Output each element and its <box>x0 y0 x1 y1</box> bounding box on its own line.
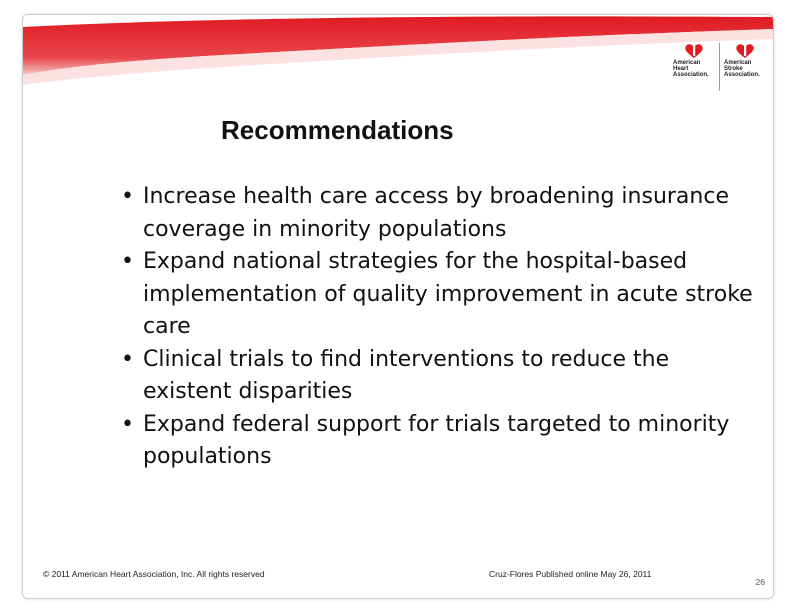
bullet-item <box>121 246 761 344</box>
heart-logo-text: American Heart Association. <box>673 60 709 78</box>
association-logos <box>673 43 763 93</box>
bullet-text: Expand national strategies for the hospital-based implementation of quality improvement in acute stroke care <box>143 249 753 339</box>
stroke-logo-text: American Stroke Association. <box>724 60 760 78</box>
stroke-torch-icon <box>735 43 755 59</box>
bullet-text: Increase health care access by broadening insurance coverage in minority populations <box>143 184 729 242</box>
bullet-marker: • <box>121 249 134 274</box>
bullet-text: Clinical trials to find interventions to reduce the existent disparities <box>143 346 670 404</box>
american-heart-association-logo <box>673 43 715 91</box>
copyright-footer: © 2011 American Heart Association, Inc. All rights reserved <box>43 569 265 579</box>
bullet-text: Expand federal support for trials targeted to minority populations <box>143 411 730 469</box>
bullet-item <box>121 344 761 409</box>
slide <box>22 14 774 599</box>
bullet-marker: • <box>121 346 134 372</box>
slide-title: Recommendations <box>221 115 454 145</box>
bullet-item <box>121 181 761 246</box>
page-number: 26 <box>755 577 765 587</box>
bullet-list <box>121 181 761 474</box>
citation-footer: Cruz-Flores Published online May 26, 2011 <box>489 569 652 579</box>
red-banner <box>23 15 773 115</box>
heart-torch-icon <box>684 43 704 59</box>
american-stroke-association-logo <box>719 43 766 91</box>
bullet-marker: • <box>121 411 134 437</box>
bullet-item <box>121 409 761 474</box>
bullet-marker: • <box>121 184 134 209</box>
